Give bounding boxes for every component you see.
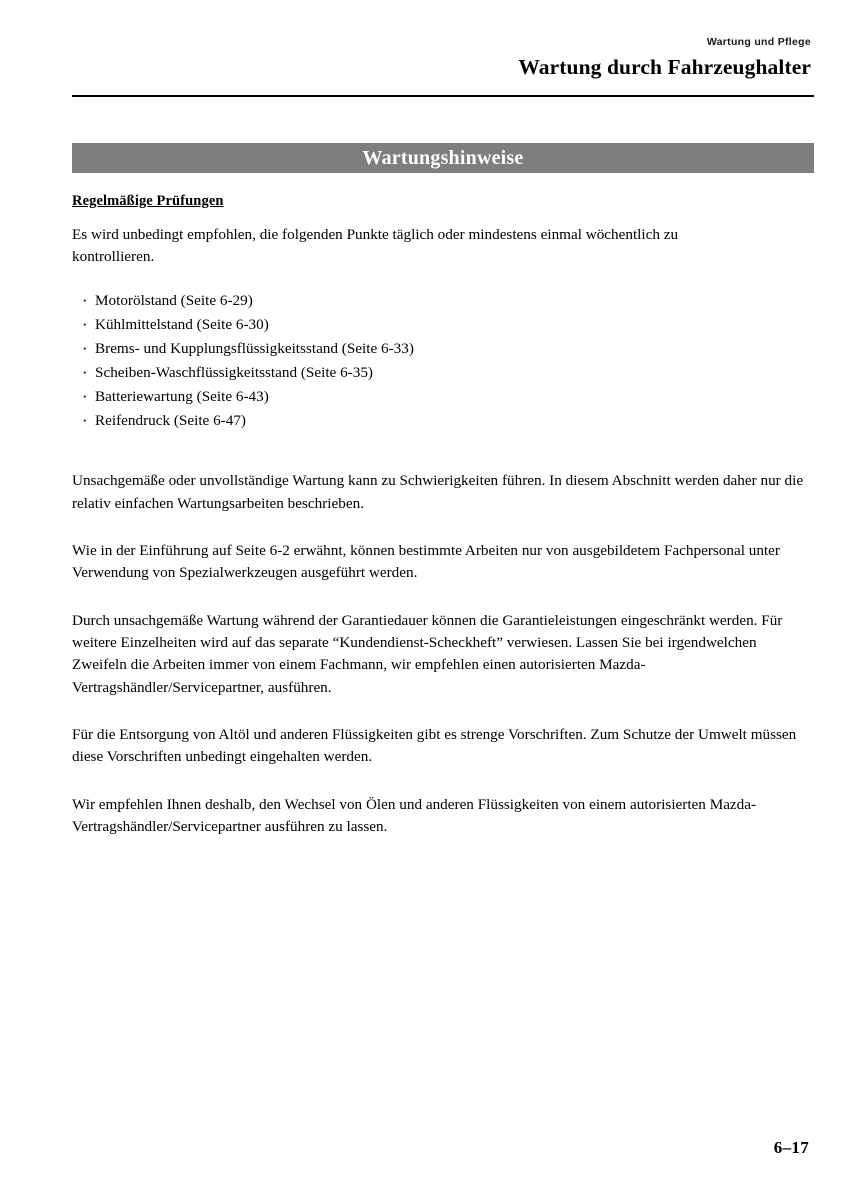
header-divider — [72, 95, 814, 97]
intro-paragraph: Es wird unbedingt empfohlen, die folgenden Punkte täglich oder mindestens einmal wöchentlich zu kontrollieren. — [72, 226, 679, 266]
list-item: · Brems- und Kupplungsflüssigkeitsstand (Seite 6-33) — [82, 337, 814, 360]
body-paragraph: Unsachgemäße oder unvollständige Wartung kann zu Schwierigkeiten führen. In diesem Abschnitt werden daher nur die relativ einfachen Wartungsarbeiten beschrieben. — [72, 472, 804, 512]
body-paragraph: Für die Entsorgung von Altöl und anderen Flüssigkeiten gibt es strenge Vorschriften. Zum Schutze der Umwelt müssen diese Vorschriften unbedingt eingehalten werden. — [72, 726, 797, 766]
body-paragraph: Wie in der Einführung auf Seite 6-2 erwähnt, können bestimmte Arbeiten nur von ausgebildetem Fachpersonal unter Verwendung von Spezialwerkzeugen ausgeführt werden. — [72, 541, 780, 582]
list-item: · Batteriewartung (Seite 6-43) — [82, 385, 814, 408]
header-chapter-label: Wartung und Pflege — [706, 36, 811, 48]
page-title: Wartung durch Fahrzeughalter — [518, 55, 811, 79]
list-item: · Scheiben-Waschflüssigkeitsstand (Seite 6-35) — [82, 361, 814, 384]
body-paragraph: Durch unsachgemäße Wartung während der Garantiedauer können die Garantieleistungen eingeschränkt werden. Für weitere Einzelheiten wird auf das separate “Kundendienst-Scheckheft” verwiesen. Lassen Sie bei irgendwelchen Zweifeln die Arbeiten immer von einem Fachmann, wir empfehlen einen autorisierten Mazda-Vertragshändler/Servicepartner, ausführen. — [72, 611, 783, 696]
list-item: · Kühlmittelstand (Seite 6-30) — [82, 313, 814, 336]
body-paragraph: Wir empfehlen Ihnen deshalb, den Wechsel von Ölen und anderen Flüssigkeiten von einem autorisierten Mazda-Vertragshändler/Servicepartner ausführen zu lassen. — [72, 795, 757, 836]
subsection-heading: Regelmäßige Prüfungen — [72, 193, 224, 209]
page-content — [72, 193, 814, 863]
list-item: · Motorölstand (Seite 6-29) — [82, 289, 814, 312]
section-title: Wartungshinweise — [362, 146, 524, 169]
checklist — [72, 289, 814, 433]
page-number: 6–17 — [773, 1138, 809, 1157]
page-header — [31, 36, 811, 80]
list-item: · Reifendruck (Seite 6-47) — [82, 409, 814, 432]
section-header-band — [72, 143, 814, 173]
